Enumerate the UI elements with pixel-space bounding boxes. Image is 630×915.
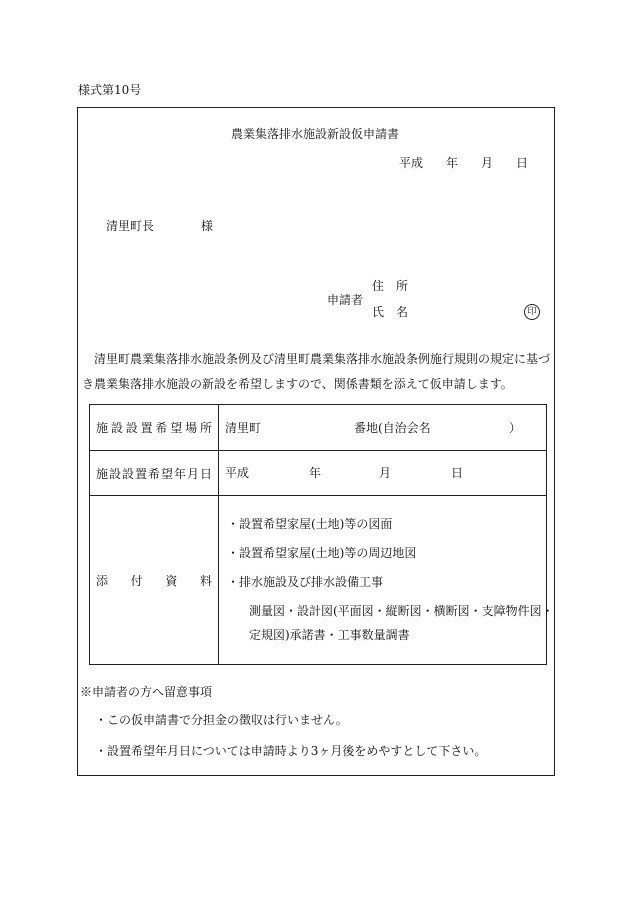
date-day: 日 <box>516 156 529 170</box>
location-lot: 番地(自治会名 <box>354 421 431 435</box>
attachment-subline: 測量図・設計図(平面図・縦断図・横断図・支障物件図・ <box>249 604 554 618</box>
attachments-header: 添付資料 <box>90 496 219 665</box>
attachments-cell <box>219 496 554 665</box>
location-close-paren: ） <box>509 421 522 435</box>
desired-date-era: 平成 <box>225 466 250 480</box>
date-month: 月 <box>481 156 494 170</box>
form-number: 様式第10号 <box>78 83 142 97</box>
application-statement: 清里町農業集落排水施設条例及び清里町農業集落排水施設条例施行規則の規定に基づき農業集落排水施設の新設を希望しますので、関係書類を添えて仮申請します。 <box>82 352 551 391</box>
attachment-item: ・排水施設及び排水設備工事 <box>227 575 384 589</box>
note-item: ・この仮申請書で分担金の徴収は行いません。 <box>95 713 348 727</box>
attachment-item: ・設置希望家屋(土地)等の周辺地図 <box>227 546 417 560</box>
attachment-subline: 定規図)承諾書・工事数量調書 <box>249 628 410 642</box>
date-year: 年 <box>446 156 459 170</box>
addressee-honorific: 様 <box>201 219 214 233</box>
table-row-desired-date <box>90 451 547 496</box>
location-header: 施設設置希望場所 <box>90 405 219 451</box>
note-item: ・設置希望年月日については申請時より3ヶ月後をめやすとして下さい。 <box>95 744 487 758</box>
table-row-attachments <box>90 496 547 665</box>
table-row-location <box>90 405 547 451</box>
desired-date-day: 日 <box>451 466 464 480</box>
application-table <box>89 404 554 665</box>
notes-title: ※申請者の方へ留意事項 <box>80 685 213 699</box>
location-cell <box>219 405 547 451</box>
addressee-name: 清里町長 <box>106 219 155 233</box>
seal-mark-icon: 印 <box>524 304 540 320</box>
address-label: 住 所 <box>372 279 409 293</box>
desired-date-header: 施設設置希望年月日 <box>90 451 219 496</box>
location-town: 清里町 <box>225 421 262 435</box>
date-era: 平成 <box>399 156 424 170</box>
desired-date-month: 月 <box>379 466 392 480</box>
desired-date-cell <box>219 451 547 496</box>
desired-date-year: 年 <box>309 466 322 480</box>
applicant-label: 申請者 <box>327 293 364 307</box>
attachment-item: ・設置希望家屋(土地)等の図面 <box>227 517 393 531</box>
document-title: 農業集落排水施設新設仮申請書 <box>230 127 399 141</box>
name-label: 氏 名 <box>372 305 409 319</box>
